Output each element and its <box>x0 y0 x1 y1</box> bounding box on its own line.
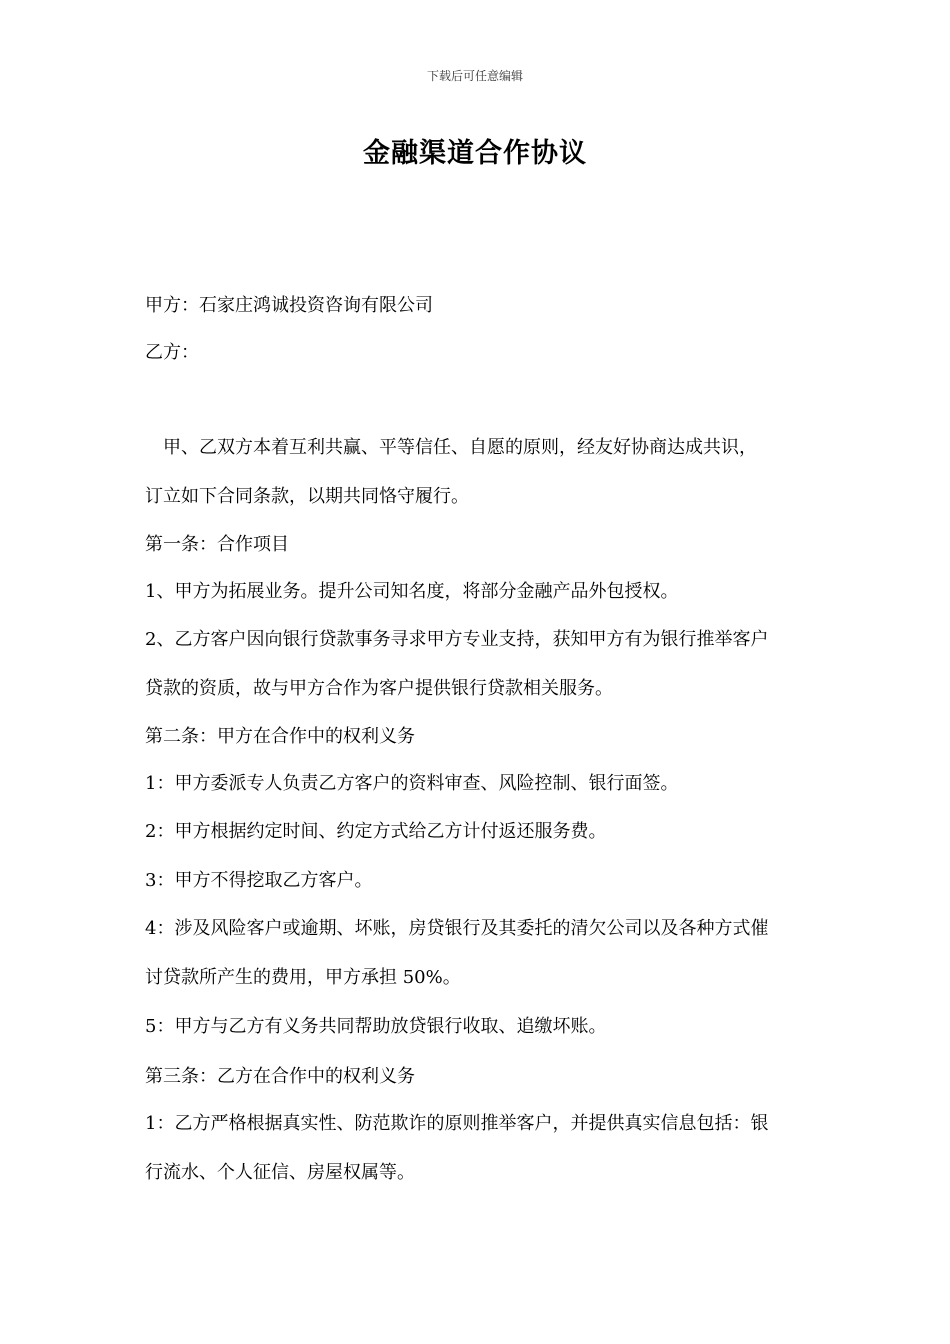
article-2-clause-2: 2：甲方根据约定时间、约定方式给乙方计付返还服务费。 <box>145 821 607 842</box>
party-b-line: 乙方： <box>145 342 199 363</box>
article-1-heading: 第一条：合作项目 <box>145 534 289 555</box>
article-2-heading: 第二条：甲方在合作中的权利义务 <box>145 726 415 747</box>
intro-paragraph-line-2: 订立如下合同条款，以期共同恪守履行。 <box>145 486 469 507</box>
article-1-clause-2-line-2: 贷款的资质，故与甲方合作为客户提供银行贷款相关服务。 <box>145 678 613 699</box>
article-3-clause-1-line-1: 1：乙方严格根据真实性、防范欺诈的原则推举客户，并提供真实信息包括：银 <box>145 1113 769 1134</box>
article-1-clause-1: 1、甲方为拓展业务。提升公司知名度，将部分金融产品外包授权。 <box>145 581 679 602</box>
page-header: 下载后可任意编辑 <box>426 69 523 83</box>
party-a-line: 甲方：石家庄鸿诚投资咨询有限公司 <box>145 295 433 316</box>
article-3-heading: 第三条：乙方在合作中的权利义务 <box>145 1066 415 1087</box>
article-2-clause-1: 1：甲方委派专人负责乙方客户的资料审查、风险控制、银行面签。 <box>145 773 679 794</box>
article-3-clause-1-line-2: 行流水、个人征信、房屋权属等。 <box>145 1162 415 1183</box>
document-title: 金融渠道合作协议 <box>363 138 587 169</box>
article-2-clause-4-line-1: 4：涉及风险客户或逾期、坏账，房贷银行及其委托的清欠公司以及各种方式催 <box>145 918 769 939</box>
article-2-clause-4-line-2: 讨贷款所产生的费用，甲方承担 50%。 <box>145 967 461 988</box>
article-2-clause-5: 5：甲方与乙方有义务共同帮助放贷银行收取、追缴坏账。 <box>145 1016 607 1037</box>
article-2-clause-3: 3：甲方不得挖取乙方客户。 <box>145 870 373 891</box>
intro-paragraph-line-1: 甲、乙双方本着互利共赢、平等信任、自愿的原则，经友好协商达成共识， <box>145 437 757 458</box>
article-1-clause-2-line-1: 2、乙方客户因向银行贷款事务寻求甲方专业支持，获知甲方有为银行推举客户 <box>145 629 769 650</box>
